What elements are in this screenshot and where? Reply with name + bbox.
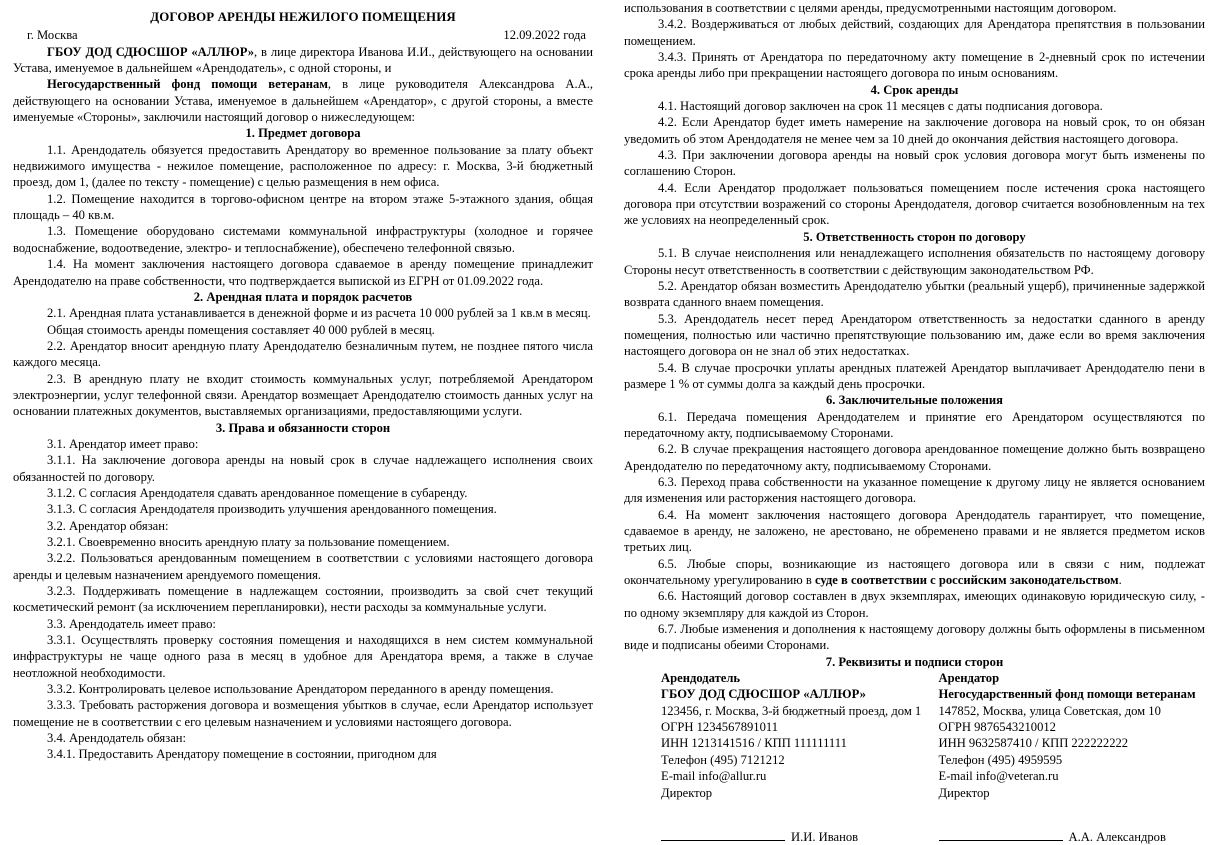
lessee-ogrn: ОГРН 9876543210012 — [938, 720, 1056, 735]
clause-1-2: 1.2. Помещение находится в торгово-офисном центре на втором этаже 5-этажного здания, общая площадь – 40 кв.м. — [13, 191, 593, 223]
lessor-address: 123456, г. Москва, 3-й бюджетный проезд, дом 1 — [661, 703, 922, 718]
lessee-role-label: Арендатор — [938, 671, 1000, 686]
clause-6-7: 6.7. Любые изменения и дополнения к настоящему договору должны быть оформлены в письменном виде и подписаны обеими Сторонами. — [624, 622, 1205, 653]
clause-6-5-text-a: 6.5. Любые споры, возникающие из настоящего договора или в связи с ним, подлежат окончательному урегулированию в — [624, 556, 1205, 588]
clause-5-1: 5.1. В случае неисполнения или ненадлежащего исполнения обязательств по настоящему договору Стороны несут ответственность в соответствии с действующим законодательством РФ. — [624, 246, 1205, 277]
clause-3-2-2: 3.2.2. Пользоваться арендованным помещением в соответствии с условиями настоящего договора аренды и целевым назначением арендуемого помещения. — [13, 551, 593, 582]
clause-3-3-2: 3.3.2. Контролировать целевое использование Арендатором переданного в аренду помещения. — [47, 682, 554, 697]
clause-5-4: 5.4. В случае просрочки уплаты арендных платежей Арендатор выплачивает Арендодателю пени в размере 1 % от суммы долга за каждый день просрочки. — [624, 360, 1205, 391]
preamble-party1 — [13, 44, 593, 77]
lessor-signature-block — [624, 829, 915, 845]
lessor-requisites — [624, 670, 922, 801]
section-heading-6: 6. Заключительные положения — [825, 393, 1003, 408]
clause-3-1-2: 3.1.2. С согласия Арендодателя сдавать арендованное помещение в субаренду. — [47, 485, 468, 500]
date-of-signing: 12.09.2022 года — [503, 28, 586, 43]
party2-name: Негосударственный фонд помощи ветеранам — [47, 77, 328, 92]
clause-4-3: 4.3. При заключении договора аренды на новый срок условия договора могут быть изменены по соглашению Сторон. — [624, 148, 1205, 179]
party1-name: ГБОУ ДОД СДЮСШОР «АЛЛЮР» — [47, 44, 255, 59]
signature-row — [624, 829, 1205, 845]
clause-6-4: 6.4. На момент заключения настоящего договора Арендодатель гарантирует, что помещение, сдаваемое в аренду, не заложено, не арестовано, не обременено правами и не является предметом исков третьих лиц. — [624, 507, 1205, 555]
clause-3-1-1: 3.1.1. На заключение договора аренды на новый срок в случае надлежащего исполнения своих обязанностей по договору. — [13, 453, 593, 484]
clause-4-4: 4.4. Если Арендатор продолжает пользоваться помещением после истечения срока настоящего договора при отсутствии возражений со стороны Арендодателя, договор считается возобновленным на тех же условиях на неопределенный срок. — [624, 180, 1205, 228]
clause-2-1-total: Общая стоимость аренды помещения составляет 40 000 рублей в месяц. — [47, 322, 435, 337]
clause-6-5-text-c: . — [1118, 573, 1122, 588]
column-right — [624, 0, 1205, 845]
clause-3-1: 3.1. Арендатор имеет право: — [47, 436, 199, 451]
section-heading-2: 2. Арендная плата и порядок расчетов — [193, 289, 413, 304]
lessor-position: Директор — [661, 785, 713, 800]
clause-6-2: 6.2. В случае прекращения настоящего договора арендованное помещение должно быть возвращено Арендодателю по передаточному акту, подписываемому Сторонами. — [624, 442, 1205, 473]
requisites-role-row — [624, 670, 1205, 801]
clause-5-2: 5.2. Арендатор обязан возместить Арендодателю убытки (реальный ущерб), причиненные задержкой возврата сданного внаем помещения. — [624, 278, 1205, 310]
section-heading-1: 1. Предмет договора — [245, 126, 361, 141]
lessee-phone: Телефон (495) 4959595 — [938, 752, 1063, 767]
lessee-signer-name: А.А. Александров — [1068, 829, 1166, 844]
lessee-signature-block — [915, 829, 1206, 845]
lessee-requisites — [915, 670, 1206, 801]
lessor-name: ГБОУ ДОД СДЮСШОР «АЛЛЮР» — [661, 687, 866, 702]
lessor-signature-line[interactable] — [661, 829, 785, 841]
clause-3-4-3: 3.4.3. Принять от Арендатора по передаточному акту помещение в 2-дневный срок по истечении срока аренды либо при прекращении настоящего договора по иным основаниям. — [624, 50, 1205, 81]
lessee-email: E-mail info@veteran.ru — [938, 769, 1059, 784]
place-and-date-row — [13, 27, 593, 43]
requisites-block — [624, 670, 1205, 845]
clause-6-3: 6.3. Переход права собственности на указанное помещение к другому лицу не является основанием для изменения или расторжения настоящего договора. — [624, 474, 1205, 506]
clause-4-1: 4.1. Настоящий договор заключен на срок 11 месяцев с даты подписания договора. — [658, 99, 1103, 114]
lessor-phone: Телефон (495) 7121212 — [661, 752, 785, 767]
clause-2-3: 2.3. В арендную плату не входит стоимость коммунальных услуг, потребляемой Арендатором электроэнергии, услуг телефонной связи. Арендатор возмещает Арендодателю стоимость данных услуг на основании платежных документов, выставляемых организациями, предоставляющими услуги. — [13, 371, 593, 419]
clause-6-1: 6.1. Передача помещения Арендодателем и принятие его Арендатором осуществляются по передаточному акту, подписываемому Сторонами. — [624, 409, 1205, 440]
clause-6-6: 6.6. Настоящий договор составлен в двух экземплярах, имеющих одинаковую юридическую силу, - по одному экземпляру для каждой из Сторон. — [624, 589, 1205, 620]
clause-1-3: 1.3. Помещение оборудовано системами коммунальной инфраструктуры (холодное и горячее водоснабжение, водоотведение, электро- и теплоснабжение), обеспечено телефонной связью. — [13, 224, 593, 255]
clause-3-2: 3.2. Арендатор обязан: — [47, 518, 169, 533]
preamble-party2 — [13, 76, 593, 125]
lessor-email: E-mail info@allur.ru — [661, 769, 767, 784]
section-heading-7: 7. Реквизиты и подписи сторон — [825, 654, 1004, 669]
party1-details: , в лице директора Иванова И.И., действующего на основании Устава, именуемое в дальнейшем «Арендодатель», с одной стороны, и — [13, 44, 593, 76]
document-title: ДОГОВОР АРЕНДЫ НЕЖИЛОГО ПОМЕЩЕНИЯ — [150, 10, 456, 24]
lessor-role-label: Арендодатель — [661, 671, 741, 686]
clause-6-5-emphasis: суде в соответствии с российским законодательством — [814, 573, 1119, 588]
clause-4-2: 4.2. Если Арендатор будет иметь намерение на заключение договора на новый срок, то он обязан уведомить об этом Арендодателя не менее чем за 10 дней до окончания действия настоящего договора. — [624, 115, 1205, 146]
section-heading-4: 4. Срок аренды — [870, 82, 959, 97]
clause-6-5 — [624, 556, 1205, 589]
clause-3-3-1: 3.3.1. Осуществлять проверку состояния помещения и находящихся в нем систем коммунальной инфраструктуры не чаще одного раза в месяц в удобное для Арендатора время, а также в случае неотложной необходимости. — [13, 633, 593, 680]
section-heading-5: 5. Ответственность сторон по договору — [803, 229, 1026, 244]
clause-3-3-3: 3.3.3. Требовать расторжения договора и возмещения убытков в случае, если Арендатор использует помещение не в соответствии с его целевым назначением и условиями настоящего договора. — [13, 698, 593, 729]
clause-3-4-1-part1: 3.4.1. Предоставить Арендатору помещение в состоянии, пригодном для — [47, 747, 437, 762]
place-of-signing: г. Москва — [27, 28, 78, 43]
clause-1-1: 1.1. Арендодатель обязуется предоставить Арендатору во временное пользование за плату объект недвижимого имущества - нежилое помещение, расположенное по адресу: г. Москва, 3-й бюджетный проезд, дом 1, (далее по тексту - помещение) с целью размещения в нем офиса. — [13, 142, 593, 190]
section-heading-3: 3. Права и обязанности сторон — [215, 420, 391, 435]
lessee-address: 147852, Москва, улица Советская, дом 10 — [938, 703, 1161, 718]
lessor-inn-kpp: ИНН 1213141516 / КПП 111111111 — [661, 736, 847, 751]
lessee-inn-kpp: ИНН 9632587410 / КПП 222222222 — [938, 736, 1129, 751]
lessee-position: Директор — [938, 785, 990, 800]
clause-3-4-2: 3.4.2. Воздерживаться от любых действий, создающих для Арендатора препятствия в пользовании помещением. — [624, 17, 1205, 48]
clause-3-2-1: 3.2.1. Своевременно вносить арендную плату за пользование помещением. — [47, 535, 450, 549]
clause-2-2: 2.2. Арендатор вносит арендную плату Арендодателю безналичным путем, не позднее пятого числа каждого месяца. — [13, 338, 593, 370]
lessee-signature-line[interactable] — [939, 829, 1063, 841]
party2-details: , в лице руководителя Александрова А.А., действующего на основании Устава, именуемое в дальнейшем «Арендатор», с другой стороны, а вместе именуемые «Стороны», заключили настоящий договор о нижеследующем: — [13, 77, 594, 125]
clause-5-3: 5.3. Арендодатель несет перед Арендатором ответственность за недостатки сданного в аренду помещения, полностью или частично препятствующие пользованию им, даже если во время заключения настоящего договора он не знал об этих недостатках. — [624, 311, 1205, 359]
clause-1-4: 1.4. На момент заключения настоящего договора сдаваемое в аренду помещение принадлежит Арендодателю на праве собственности, что подтверждается выпиской из ЕГРН от 01.09.2022 года. — [13, 257, 593, 288]
column-left — [13, 0, 593, 763]
clause-3-4: 3.4. Арендодатель обязан: — [47, 731, 187, 746]
lessor-signer-name: И.И. Иванов — [791, 829, 859, 844]
lessee-name: Негосударственный фонд помощи ветеранам — [938, 687, 1196, 702]
clause-3-3: 3.3. Арендодатель имеет право: — [47, 616, 216, 631]
clause-3-2-3: 3.2.3. Поддерживать помещение в надлежащем состоянии, производить за свой счет текущий косметический ремонт (за исключением перепланировки), нести расходы за коммунальные услуги. — [13, 584, 593, 615]
clause-2-1: 2.1. Арендная плата устанавливается в денежной форме и из расчета 10 000 рублей за 1 кв.м в месяц. — [47, 306, 591, 321]
clause-3-4-1-part2: использования в соответствии с целями аренды, предусмотренными настоящим договором. — [624, 1, 1117, 15]
clause-3-1-3: 3.1.3. С согласия Арендодателя производить улучшения арендованного помещения. — [47, 502, 497, 517]
lessor-ogrn: ОГРН 1234567891011 — [661, 720, 779, 735]
